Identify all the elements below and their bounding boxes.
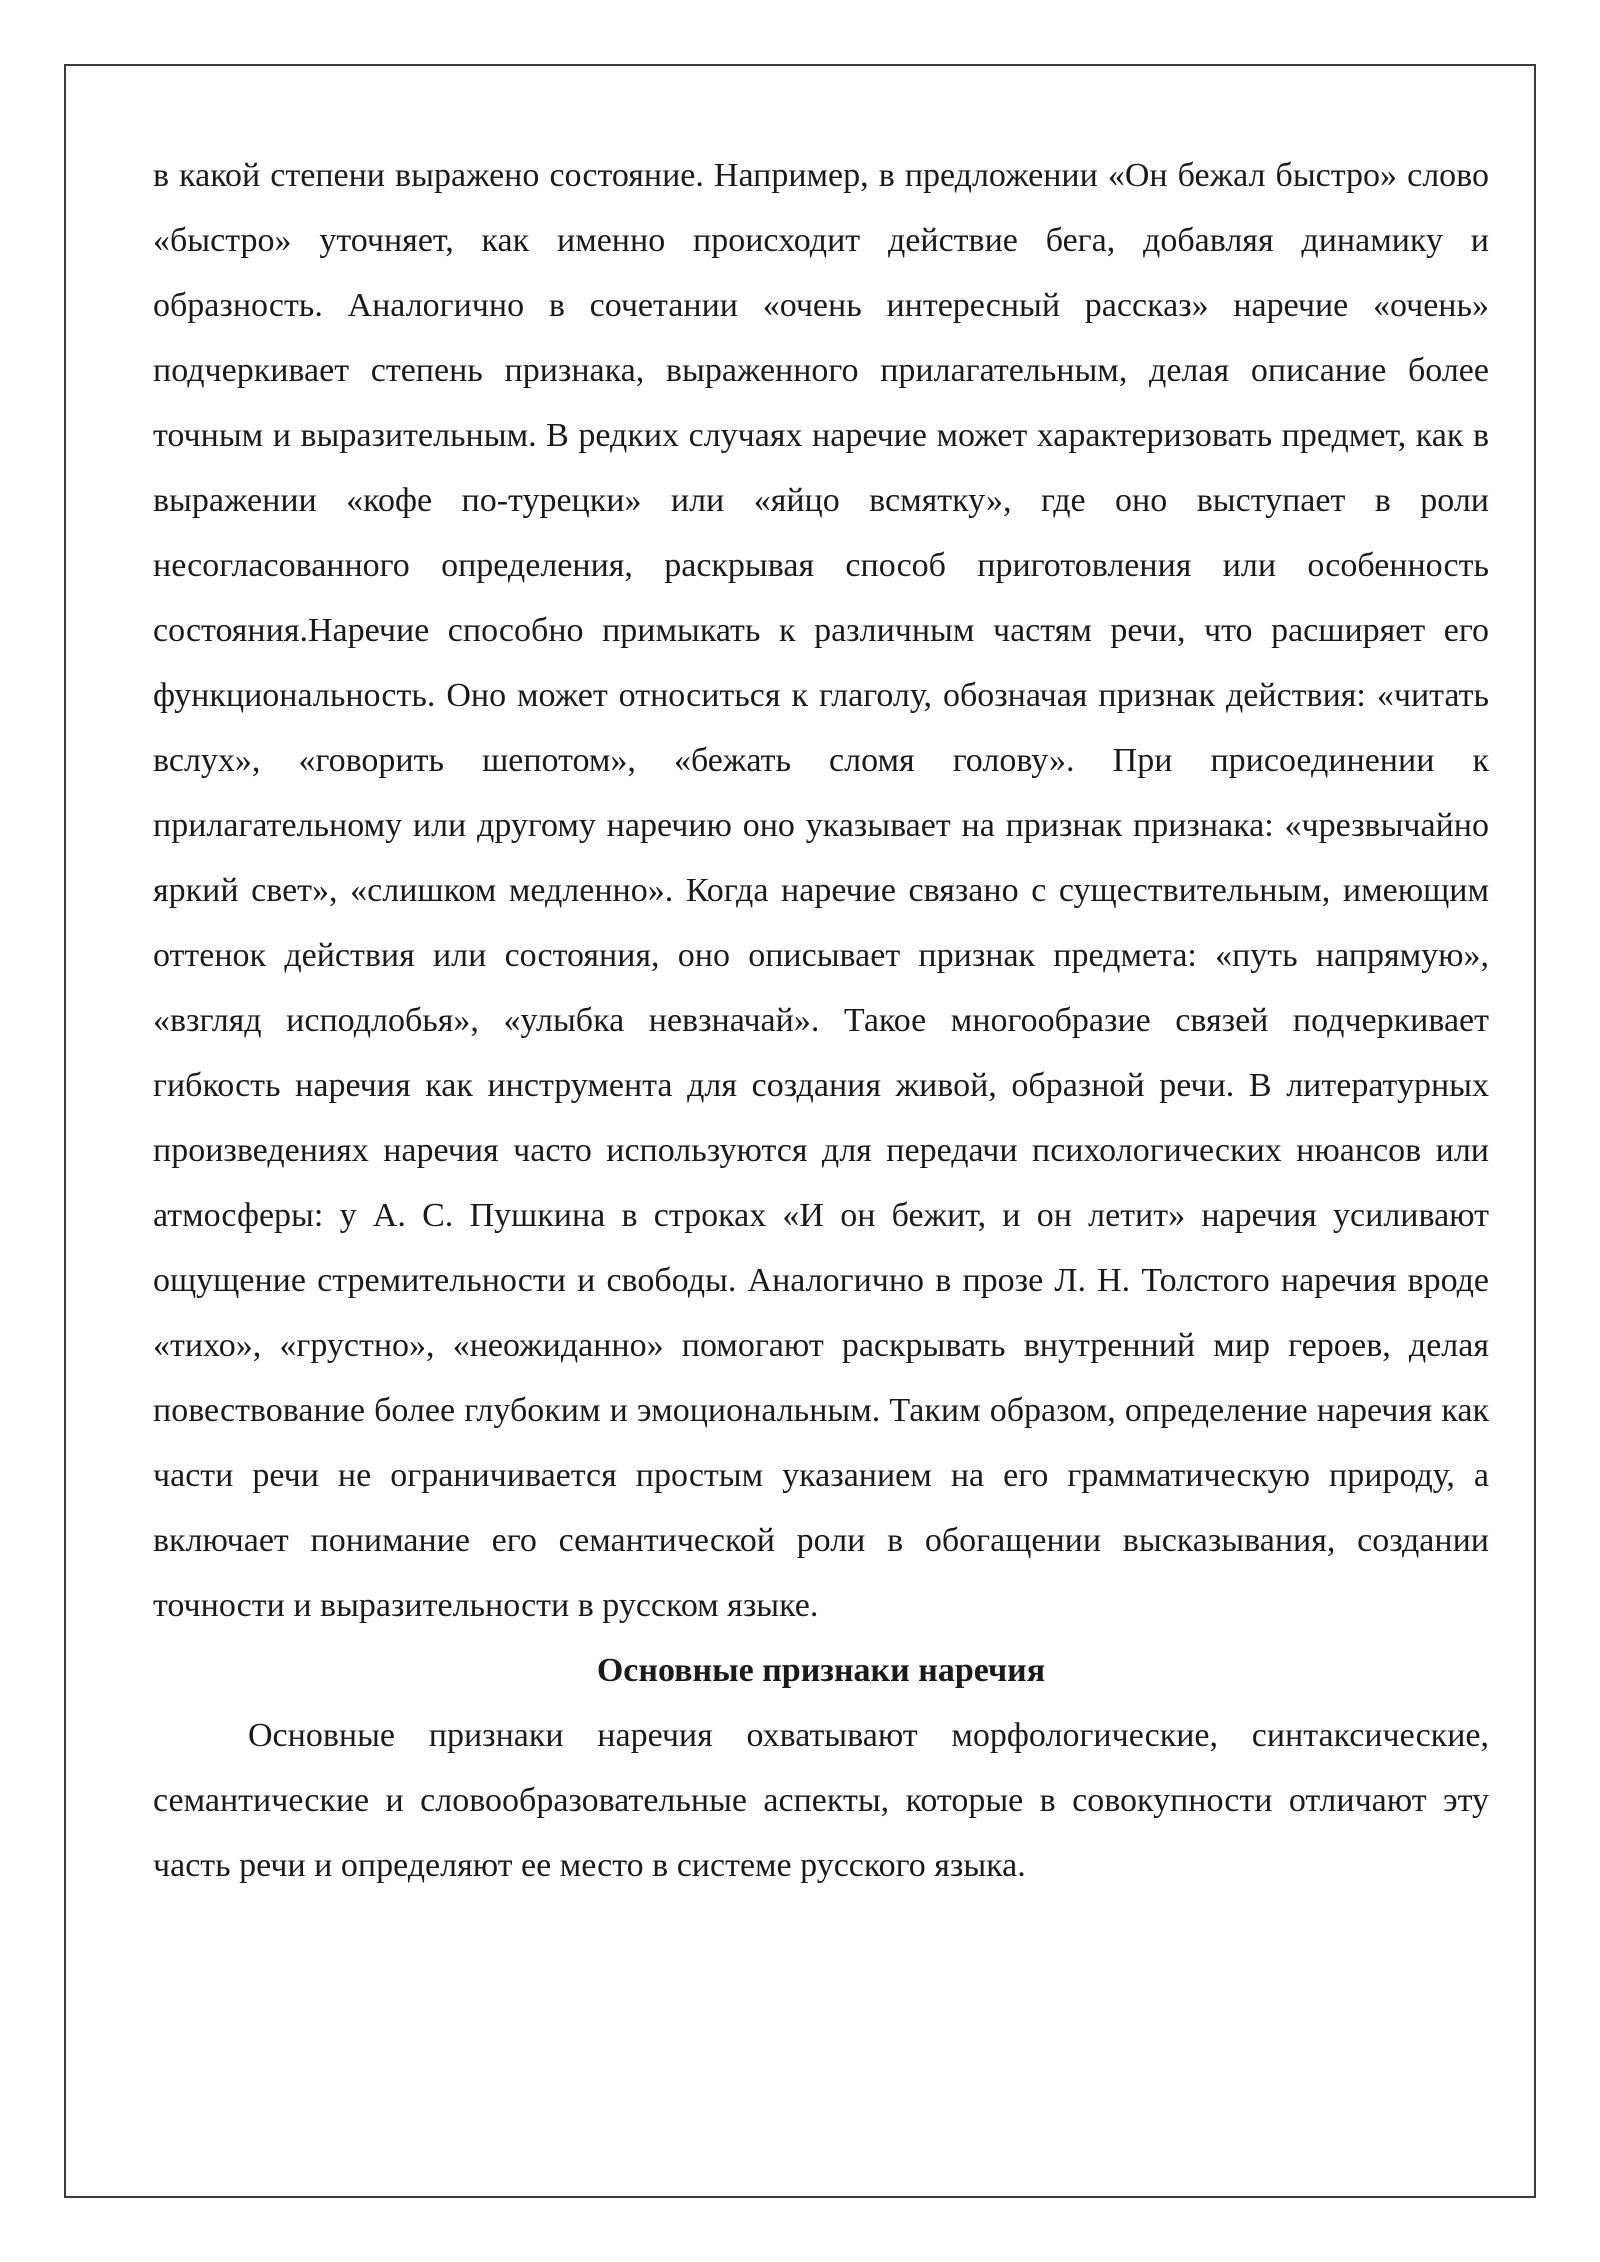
section-heading: Основные признаки наречия <box>596 1652 1046 1689</box>
body-paragraph-intro: Основные признаки наречия охватывают морфологические, синтаксические, семантические и словообразовательные аспекты, которые в совокупности отличают эту часть речи и определяют ее место в системе русского языка. <box>153 1717 1489 1884</box>
body-paragraph: в какой степени выражено состояние. Например, в предложении «Он бежал быстро» слово «быстро» уточняет, как именно происходит действие бега, добавляя динамику и образность. Аналогично в сочетании «очень интересный рассказ» наречие «очень» подчеркивает степень признака, выраженного прилагательным, делая описание более точным и выразительным. В редких случаях наречие может характеризовать предмет, как в выражении «кофе по-турецки» или «яйцо всмятку», где оно выступает в роли несогласованного определения, раскрывая способ приготовления или особенность состояния.Наречие способно примыкать к различным частям речи, что расширяет его функциональность. Оно может относиться к глаголу, обозначая признак действия: «читать вслух», «говорить шепотом», «бежать сломя голову». При присоединении к прилагательному или другому наречию оно указывает на признак признака: «чрезвычайно яркий свет», «слишком медленно». Когда наречие связано с существительным, имеющим оттенок действия или состояния, оно описывает признак предмета: «путь напрямую», «взгляд исподлобья», «улыбка невзначай». Такое многообразие связей подчеркивает гибкость наречия как инструмента для создания живой, образной речи. В литературных произведениях наречия часто используются для передачи психологических нюансов или атмосферы: у А. С. Пушкина в строках «И он бежит, и он летит» наречия усиливают ощущение стремительности и свободы. Аналогично в прозе Л. Н. Толстого наречия вроде «тихо», «грустно», «неожиданно» помогают раскрывать внутренний мир героев, делая повествование более глубоким и эмоциональным. Таким образом, определение наречия как части речи не ограничивается простым указанием на его грамматическую природу, а включает понимание его семантической роли в обогащении высказывания, создании точности и выразительности в русском языке. <box>153 157 1489 1624</box>
document-body <box>153 143 1489 1898</box>
